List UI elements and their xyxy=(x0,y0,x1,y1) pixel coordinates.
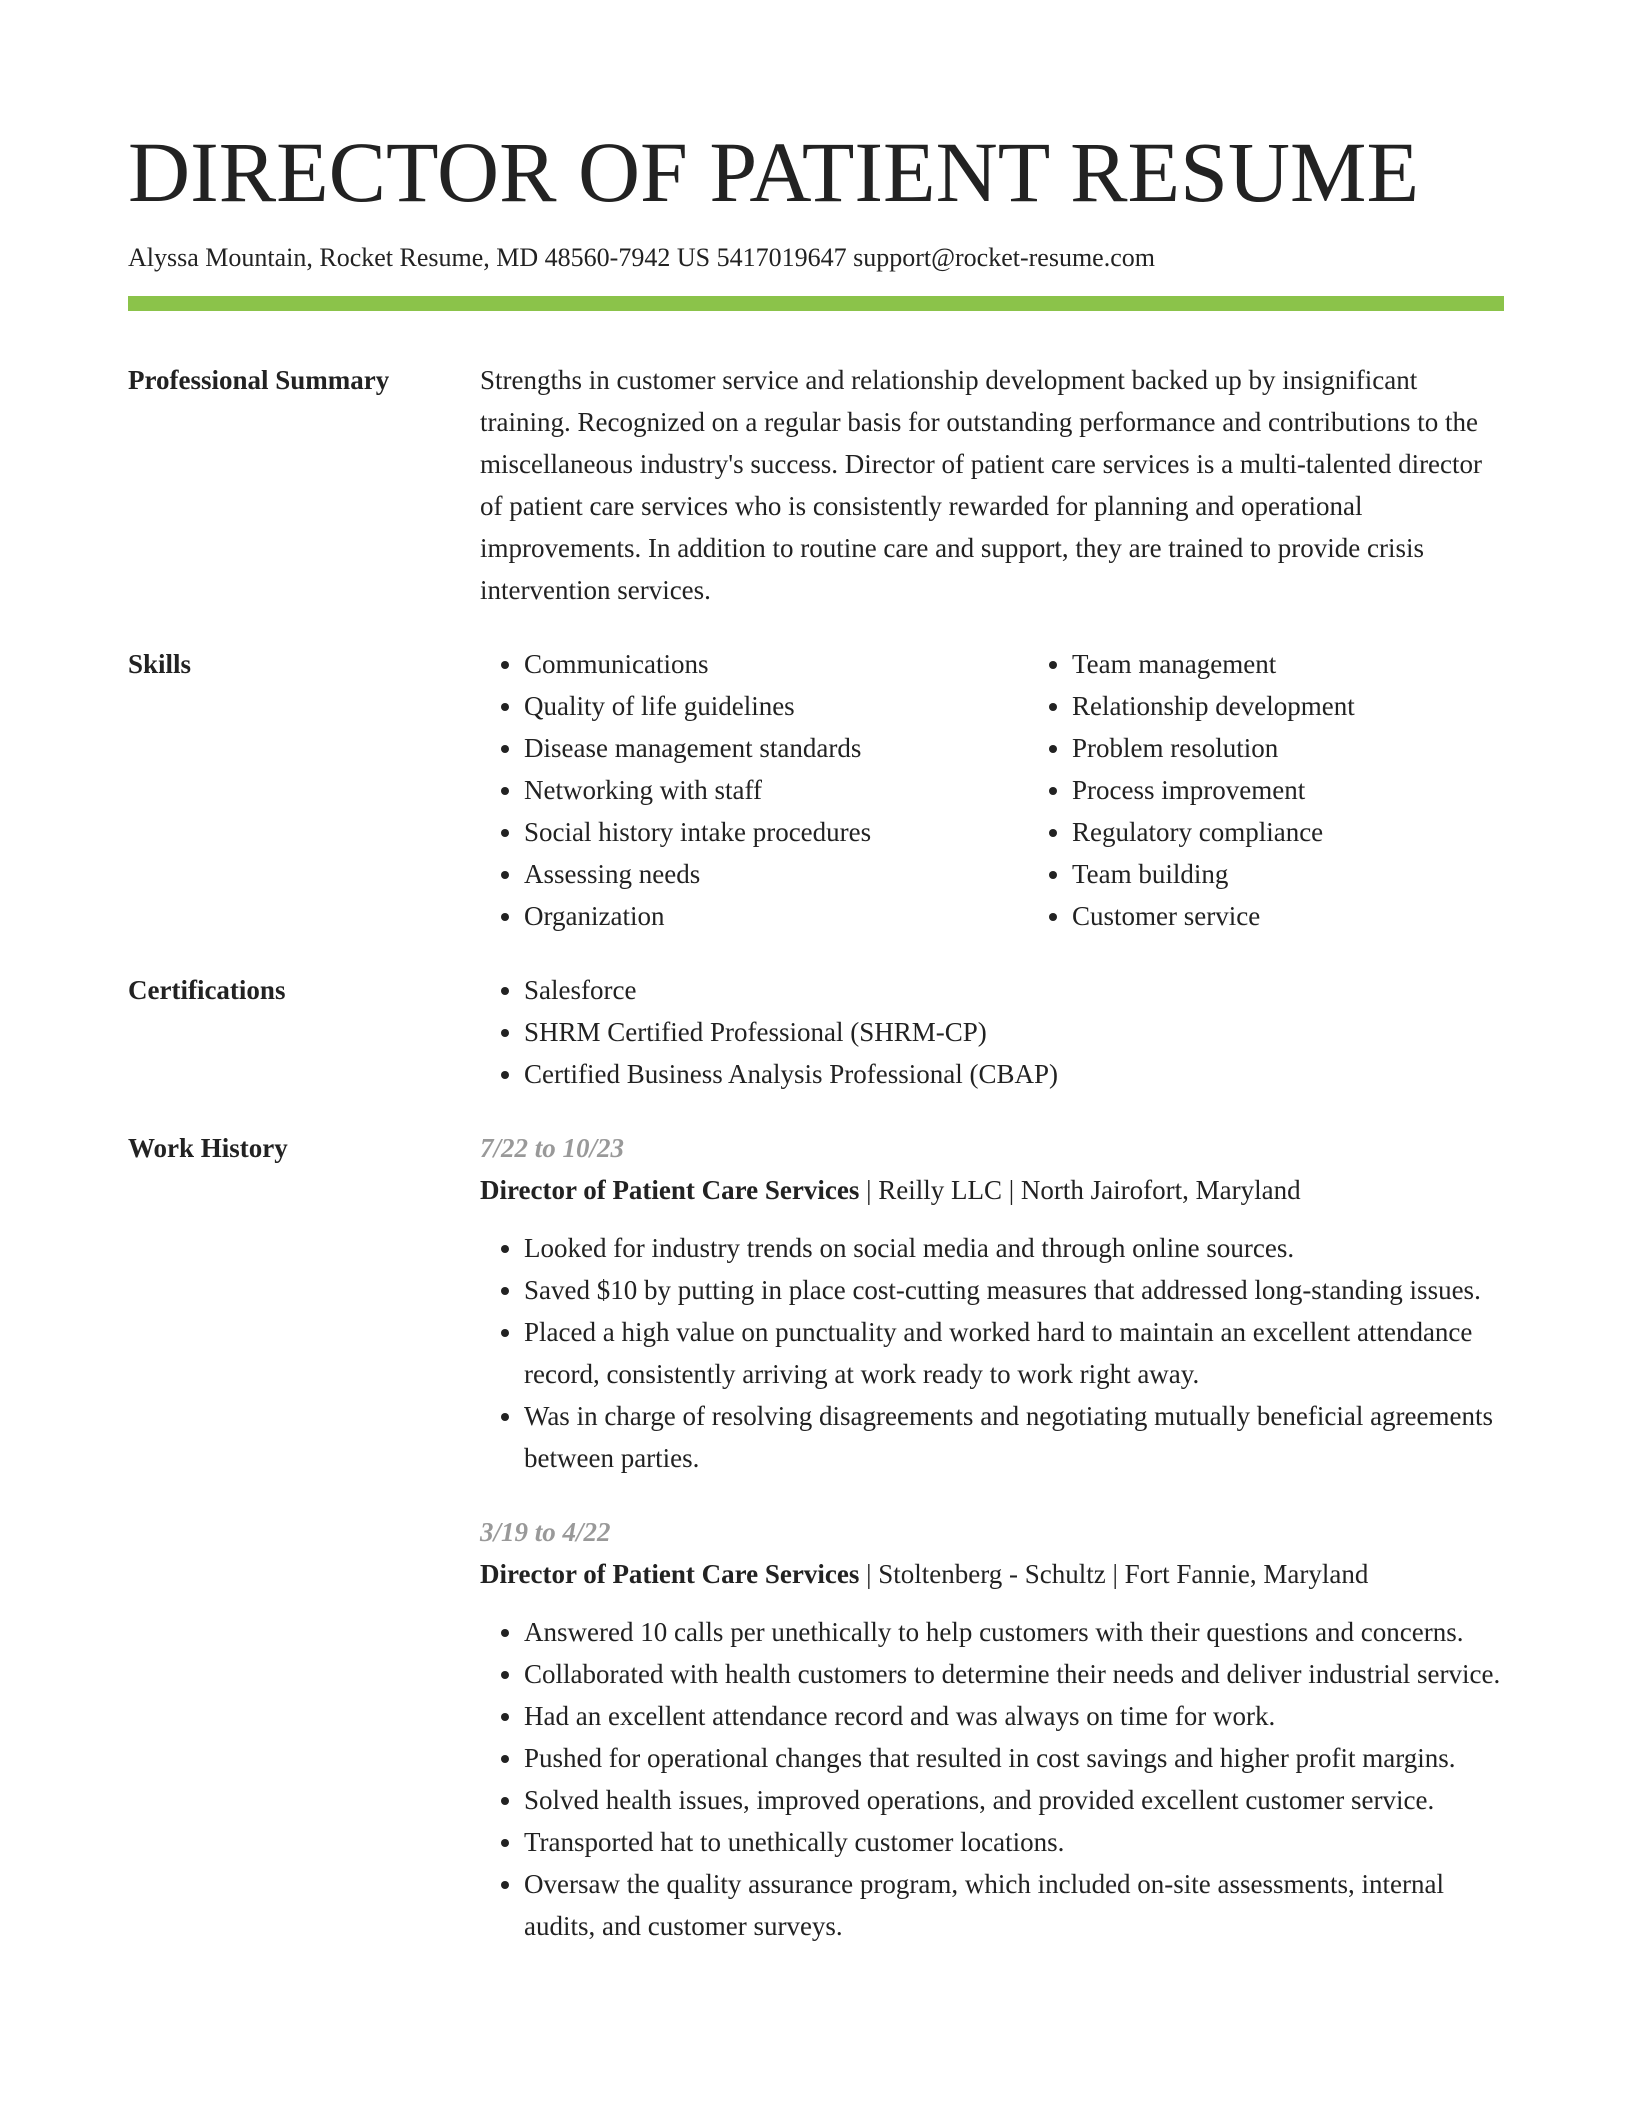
skill-item: • Communications xyxy=(524,643,1028,685)
skills-list-left xyxy=(480,643,1028,937)
certification-item: • Salesforce xyxy=(524,969,1504,1011)
skill-item: • Organization xyxy=(524,895,1028,937)
job-entry xyxy=(480,1511,1504,1947)
skill-item: • Assessing needs xyxy=(524,853,1028,895)
section-heading-certifications: Certifications xyxy=(128,975,286,1005)
job-bullet: • Placed a high value on punctuality and worked hard to maintain an excellent attendance record, consistently arriving at work ready to work right away. xyxy=(524,1311,1504,1395)
certification-item: • Certified Business Analysis Professional (CBAP) xyxy=(524,1053,1504,1095)
job-bullet: • Pushed for operational changes that resulted in cost savings and higher profit margins. xyxy=(524,1737,1504,1779)
skills-list-right xyxy=(1028,643,1592,937)
job-bullet: • Oversaw the quality assurance program, which included on-site assessments, internal audits, and customer surveys. xyxy=(524,1863,1504,1947)
skill-item: • Customer service xyxy=(1072,895,1592,937)
skill-item: • Disease management standards xyxy=(524,727,1028,769)
certification-item: • SHRM Certified Professional (SHRM-CP) xyxy=(524,1011,1504,1053)
job-title: Director of Patient Care Services xyxy=(480,1175,860,1205)
skill-item: • Problem resolution xyxy=(1072,727,1592,769)
section-heading-summary: Professional Summary xyxy=(128,365,390,395)
skill-item: • Process improvement xyxy=(1072,769,1592,811)
job-bullet: • Had an excellent attendance record and was always on time for work. xyxy=(524,1695,1504,1737)
work-history-body xyxy=(480,1127,1504,1947)
header-divider xyxy=(128,296,1504,311)
skill-item: • Quality of life guidelines xyxy=(524,685,1028,727)
job-bullet: • Saved $10 by putting in place cost-cutting measures that addressed long-standing issues. xyxy=(524,1269,1504,1311)
certifications-list xyxy=(480,969,1504,1095)
skill-item: • Networking with staff xyxy=(524,769,1028,811)
section-heading-work-history: Work History xyxy=(128,1133,288,1163)
skills-grid xyxy=(480,643,1592,937)
job-bullet: • Looked for industry trends on social media and through online sources. xyxy=(524,1227,1504,1269)
skill-item: • Regulatory compliance xyxy=(1072,811,1592,853)
skill-item: • Social history intake procedures xyxy=(524,811,1028,853)
job-dates: 7/22 to 10/23 xyxy=(480,1133,625,1163)
certifications-body xyxy=(480,969,1504,1095)
skill-item: • Relationship development xyxy=(1072,685,1592,727)
job-dates: 3/19 to 4/22 xyxy=(480,1517,611,1547)
contact-info: Alyssa Mountain, Rocket Resume, MD 48560-7942 US 5417019647 support@rocket-resume.com xyxy=(128,243,1155,272)
job-bullet: • Answered 10 calls per unethically to help customers with their questions and concerns. xyxy=(524,1611,1504,1653)
job-bullet: • Solved health issues, improved operations, and provided excellent customer service. xyxy=(524,1779,1504,1821)
certifications-section xyxy=(128,969,1504,1095)
job-title: Director of Patient Care Services xyxy=(480,1559,860,1589)
job-entry xyxy=(480,1127,1504,1479)
job-heading xyxy=(480,1553,1504,1595)
job-employer-location: | Reilly LLC | North Jairofort, Maryland xyxy=(859,1175,1301,1205)
job-bullet-list xyxy=(480,1227,1504,1479)
skills-section xyxy=(128,643,1504,937)
resume-page xyxy=(128,0,1504,1947)
resume-title: DIRECTOR OF PATIENT RESUME xyxy=(128,124,1420,220)
summary-text: Strengths in customer service and relationship development backed up by insignificant training. Recognized on a regular basis for outstanding performance and contributions to the miscellaneous industry's success. Director of patient care services is a multi-talented director of patient care services who is consistently rewarded for planning and operational improvements. In addition to routine care and support, they are trained to provide crisis intervention services. xyxy=(480,365,1483,605)
job-employer-location: | Stoltenberg - Schultz | Fort Fannie, Maryland xyxy=(859,1559,1369,1589)
job-heading xyxy=(480,1169,1504,1211)
section-heading-skills: Skills xyxy=(128,649,192,679)
job-bullet-list xyxy=(480,1611,1504,1947)
skill-item: • Team building xyxy=(1072,853,1592,895)
work-history-section xyxy=(128,1127,1504,1947)
summary-section xyxy=(128,359,1504,611)
job-bullet: • Transported hat to unethically customer locations. xyxy=(524,1821,1504,1863)
job-bullet: • Collaborated with health customers to determine their needs and deliver industrial service. xyxy=(524,1653,1504,1695)
skill-item: • Team management xyxy=(1072,643,1592,685)
job-bullet: • Was in charge of resolving disagreements and negotiating mutually beneficial agreements between parties. xyxy=(524,1395,1504,1479)
